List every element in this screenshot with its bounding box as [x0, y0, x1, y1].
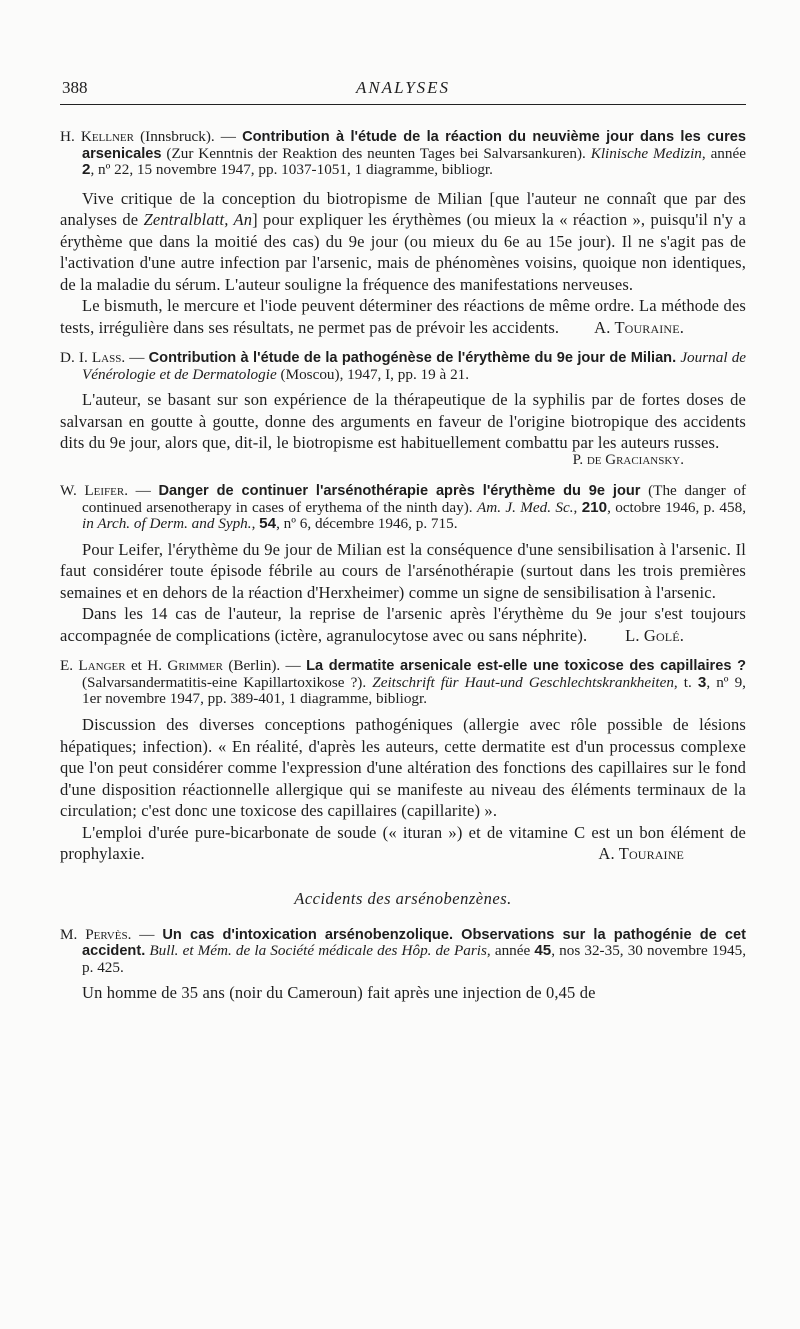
author: D. I. Lass — [60, 349, 122, 367]
citation: M. Pervès. — Un cas d'intoxication arsénobenzolique. Observations sur la pathogénie de cet accident. Bull. et Mém. de la Société médicale des Hôp. de Paris, année 45, nos 32-35, 30 novembre 1945, p. 425. — [60, 925, 746, 976]
article-title: Danger de continuer l'arsénothérapie après l'érythème du 9e jour — [158, 482, 641, 499]
reviewer-signature: L. Golé. — [625, 625, 684, 645]
abstract-entry — [60, 927, 746, 1004]
citation: W. Leifer. — Danger de continuer l'arsénothérapie après l'érythème du 9e jour (The danger of continued arsenotherapy in cases of erythema of the ninth day). Am. J. Med. Sc., 210, octobre 1946, p. 458, in Arch. of Derm. and Syph., 54, nº 6, décembre 1946, p. 715. — [60, 481, 747, 533]
abstract-paragraph: L'emploi d'urée pure-bicarbonate de soude (« ituran ») et de vitamine C est un bon élément de prophylaxie. A. Touraine — [60, 822, 746, 864]
abstract-entry — [60, 129, 746, 338]
abstract-paragraph: Dans les 14 cas de l'auteur, la reprise de l'arsenic après l'érythème du 9e jour s'est toujours accompagnée de complications (ictère, agranulocytose avec ou sans néphrite). L. Golé. — [60, 604, 746, 645]
reviewer-signature: A. Touraine. — [594, 317, 684, 337]
abstract-entry — [60, 350, 746, 469]
article-title: Un cas d'intoxication arsénobenzolique. Observations sur la pathogénie de cet accident. — [82, 926, 746, 960]
abstract-paragraph: Discussion des diverses conceptions pathogéniques (allergie avec rôle possible de lésions hépatiques; infection). « En réalité, d'après les auteurs, cette dermatite est d'un processus complexe que l'on peut considérer comme l'expression d'une altération des fonctions des capillaires sur le fond d'une disposition réactionnelle allergique qui se manifeste au niveau des éléments terminaux de la circulation; c'est donc une toxicose des capillaires (capillarite) ». — [60, 715, 746, 821]
document-page — [60, 74, 746, 1004]
citation: H. Kellner (Innsbruck). — Contribution à l'étude de la réaction du neuvième jour dans les cures arsenicales (Zur Kenntnis der Reaktion des neunten Tages bei Salvarsankuren). Klinische Medizin, année 2, nº 22, 15 novembre 1947, pp. 1037-1051, 1 diagramme, bibliogr. — [60, 128, 746, 179]
reviewer-signature: P. de Graciansky. — [572, 451, 684, 468]
page-number: 388 — [62, 78, 88, 97]
page-header — [60, 74, 746, 105]
running-title: ANALYSES — [355, 78, 451, 97]
journal-name: Journal de Vénérologie et de Dermatologie — [82, 349, 747, 383]
abstract-paragraph: Le bismuth, le mercure et l'iode peuvent déterminer des réactions de même ordre. La méthode des tests, irrégulière dans ses résultats, ne permet pas de prévoir les accidents. A. Touraine. — [60, 296, 746, 337]
abstract-entry — [60, 658, 746, 864]
citation: E. Langer et H. Grimmer (Berlin). — La dermatite arsenicale est-elle une toxicose des capillaires ? (Salvarsandermatitis-eine Kapillartoxikose ?). Zeitschrift für Haut-und Geschlechtskrankheiten, t. 3, nº 9, 1er novembre 1947, pp. 389-401, 1 diagramme, bibliogr. — [60, 657, 746, 708]
author: H. Grimmer — [147, 657, 223, 675]
reviewer-signature: A. Touraine — [598, 844, 684, 864]
journal-name: Klinische Medizin — [590, 144, 702, 162]
journal-name: Zeitschrift für Haut-und Geschlechtskrankheiten — [372, 673, 674, 691]
author: E. Langer — [60, 657, 126, 675]
author: M. Pervès — [60, 925, 128, 943]
article-title: Contribution à l'étude de la pathogénèse de l'érythème du 9e jour de Milian. — [148, 350, 677, 367]
journal-name: Am. J. Med. Sc. — [476, 498, 574, 516]
author: H. Kellner — [60, 128, 134, 145]
article-title: La dermatite arsenicale est-elle une toxicose des capillaires ? — [306, 658, 746, 675]
abstract-entry — [60, 483, 746, 646]
author: W. Leifer — [60, 481, 125, 499]
abstract-paragraph: L'auteur, se basant sur son expérience de la thérapeutique de la syphilis par de fortes doses de salvarsan en goutte à goutte, donne des arguments en faveur de l'origine biotropique des accidents dits du 9e jour, alors que, dit-il, le biotropisme est habituellement combattu par les auteurs russes. — [60, 390, 746, 453]
journal-name: Bull. et Mém. de la Société médicale des Hôp. de Paris — [145, 942, 487, 960]
citation: D. I. Lass. — Contribution à l'étude de la pathogénèse de l'érythème du 9e jour de Milian. Journal de Vénérologie et de Dermatologie (Moscou), 1947, I, pp. 19 à 21. — [60, 349, 747, 383]
abstract-paragraph: Pour Leifer, l'érythème du 9e jour de Milian est la conséquence d'une sensibilisation à l'arsenic. Il faut considérer toute épisode fébrile au cours de l'arsénothérapie (surtout dans les trois premières semaines et en dehors de la réaction d'Herxheimer) comme un signe de sensibilisation à l'arsenic. — [60, 539, 746, 602]
abstract-paragraph: Un homme de 35 ans (noir du Cameroun) fait après une injection de 0,45 de — [82, 983, 596, 1003]
article-title: Contribution à l'étude de la réaction du neuvième jour dans les cures arsenicales — [82, 129, 746, 162]
abstract-paragraph: Vive critique de la conception du biotropisme de Milian [que l'auteur ne connaît que par des analyses de Zentralblatt, An] pour expliquer les érythèmes (ou mieux la « réaction », puisqu'il n'y a érythème que dans la moitié des cas) du 9e jour (ou mieux du 6e au 15e jour). Il ne s'agit pas de l'activation d'une autre infection par l'arsenic, mais de phénomènes voisins, quoique non identiques, de la maladie du sérum. L'auteur souligne la fréquence des manifestations nerveuses. — [60, 188, 746, 294]
section-heading: Accidents des arsénobenzènes. — [294, 888, 512, 908]
